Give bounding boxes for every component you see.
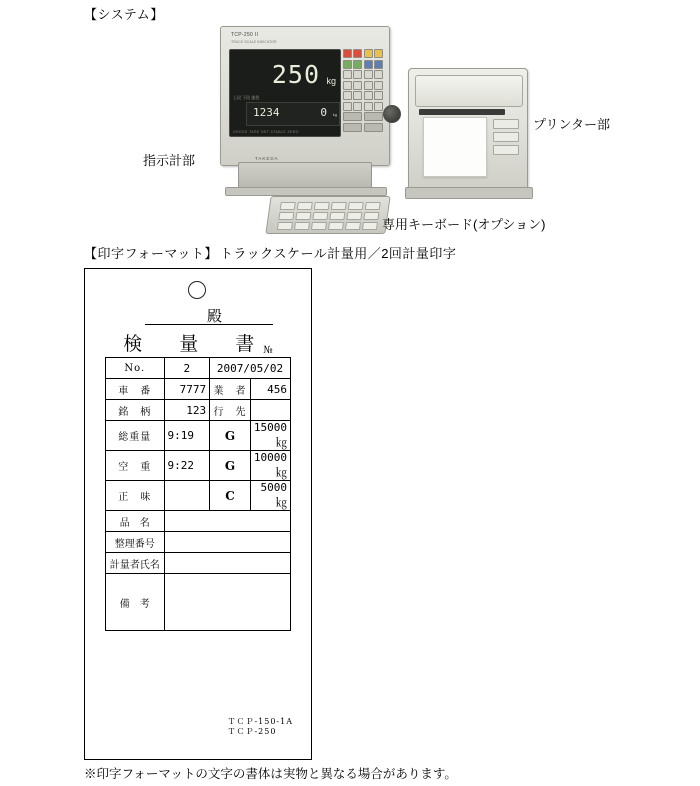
table-row	[106, 553, 291, 574]
ticket-model-codes	[227, 717, 293, 737]
cell-meigara-value: 123	[164, 400, 210, 421]
cell-sojyuryo-value: 15000㎏	[250, 421, 290, 451]
option-keyboard[interactable]	[265, 196, 390, 234]
indicator-main-value: 250	[271, 60, 320, 89]
cell-biko-label: 備 考	[106, 574, 165, 631]
indicator-submodel-text: TRUCK SCALE INDICATOR	[231, 40, 277, 44]
format-section-heading	[84, 243, 456, 262]
cell-sharyo-label: 車 番	[106, 379, 165, 400]
indicator-status-strip: GROSS TARE NET STABLE ZERO	[233, 130, 299, 134]
ticket-title	[85, 329, 311, 356]
cell-gyosha-value: 456	[250, 379, 290, 400]
ticket-title-text: 検 量 書	[123, 333, 264, 355]
indicator-model-text: TCP-250 II	[231, 32, 259, 38]
indicator-unit	[220, 26, 390, 166]
format-heading-bracket: 【印字フォーマット】	[84, 246, 218, 261]
cell-sojyuryo-code: G	[210, 421, 251, 451]
table-row	[106, 481, 291, 511]
table-row	[106, 358, 291, 379]
cell-kujyu-code: G	[210, 451, 251, 481]
printer-paper-sheet	[423, 117, 487, 177]
indicator-keypad[interactable]	[343, 49, 383, 153]
format-heading-title: トラックスケール計量用／2回計量印字	[219, 246, 457, 261]
table-row	[106, 421, 291, 451]
cell-yukisaki-label: 行 先	[210, 400, 251, 421]
table-row	[106, 451, 291, 481]
indicator-stand	[238, 162, 372, 192]
ticket-model-line2: ＴＣＰ-250	[227, 727, 277, 736]
ticket-table	[105, 357, 291, 631]
punch-hole-icon	[188, 281, 206, 299]
cell-hinmei-value	[164, 511, 290, 532]
callout-indicator: 指示計部	[143, 153, 196, 168]
system-section-heading: 【システム】	[84, 7, 164, 22]
table-row	[106, 379, 291, 400]
ticket-title-no: №	[263, 345, 273, 356]
cell-kujyu-value: 10000㎏	[250, 451, 290, 481]
table-row	[106, 400, 291, 421]
cell-biko-value	[164, 574, 290, 631]
cell-seiriban-label: 整理番号	[106, 532, 165, 553]
print-format-ticket	[84, 268, 312, 760]
callout-keyboard: 専用キーボード(オプション)	[382, 217, 546, 232]
cell-meigara-label: 銘 柄	[106, 400, 165, 421]
printer-unit	[408, 68, 528, 192]
cell-date-value: 2007/05/02	[210, 358, 291, 379]
cell-hinmei-label: 品 名	[106, 511, 165, 532]
option-keyboard-keys[interactable]	[277, 202, 381, 230]
table-row	[106, 574, 291, 631]
printer-lid	[415, 75, 523, 107]
cell-seiriban-value	[164, 532, 290, 553]
cell-sojyuryo-label: 総重量	[106, 421, 165, 451]
ticket-dono: 殿	[207, 307, 223, 325]
printer-base	[405, 187, 533, 199]
cell-yukisaki-value	[250, 400, 290, 421]
cell-sharyo-value: 7777	[164, 379, 210, 400]
indicator-sub-unit: kg	[332, 112, 337, 117]
indicator-sub-display	[246, 102, 340, 126]
ticket-dono-rule	[145, 324, 273, 325]
cell-keiryosha-label: 計量者氏名	[106, 553, 165, 574]
indicator-sub-right-value: 0	[320, 106, 327, 119]
indicator-main-unit: kg	[326, 76, 336, 86]
cell-gyosha-label: 業 者	[210, 379, 251, 400]
indicator-row-labels: 上段 下段 風袋	[233, 95, 260, 100]
indicator-knob[interactable]	[383, 105, 401, 123]
cell-shomi-value: 5000㎏	[250, 481, 290, 511]
footer-note: ※印字フォーマットの文字の書体は実物と異なる場合があります。	[84, 767, 457, 781]
indicator-display-panel	[229, 49, 341, 137]
cell-no-label: No.	[106, 358, 165, 379]
table-row	[106, 532, 291, 553]
callout-printer: プリンター部	[533, 117, 610, 132]
cell-keiryosha-value	[164, 553, 290, 574]
table-row	[106, 511, 291, 532]
cell-shomi-label: 正 味	[106, 481, 165, 511]
cell-shomi-code: C	[210, 481, 251, 511]
cell-kujyu-label: 空 重	[106, 451, 165, 481]
printer-buttons[interactable]	[493, 119, 519, 158]
cell-kujyu-time: 9:22	[164, 451, 210, 481]
cell-shomi-time	[164, 481, 210, 511]
indicator-brand: TAKEDA	[255, 156, 279, 161]
printer-paper-slot	[419, 109, 505, 115]
cell-no-value: 2	[164, 358, 210, 379]
ticket-model-line1: ＴＣＰ-150-1A	[227, 717, 293, 726]
cell-sojyuryo-time: 9:19	[164, 421, 210, 451]
indicator-sub-left-value: 1234	[253, 106, 280, 119]
